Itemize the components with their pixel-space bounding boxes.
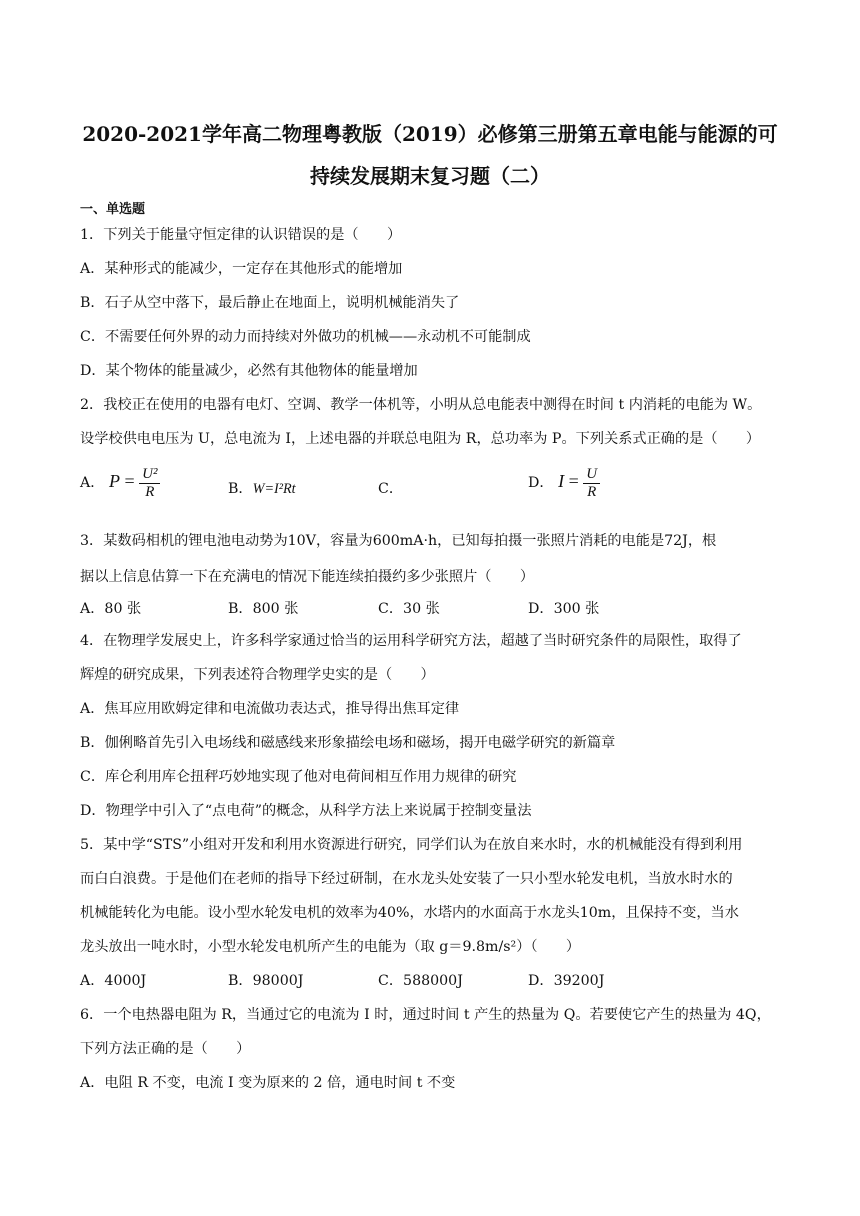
- option-a-label: A．: [80, 475, 105, 491]
- document-title-line-1: 2020-2021学年高二物理粤教版（2019）必修第三册第五章电能与能源的可: [82, 122, 778, 146]
- question-2-stem-line-2: 设学校供电电压为 U，总电流为 I，上述电器的并联总电阻为 R，总功率为 P。下列关系式正确的是（ ）: [80, 431, 761, 447]
- question-2-option-d: [528, 466, 600, 500]
- question-6-stem-line-1: 6．一个电热器电阻为 R，当通过它的电流为 I 时，通过时间 t 产生的热量为 Q。若要使它产生的热量为 4Q，: [80, 1007, 771, 1023]
- question-5-option-b: B．98000J: [228, 973, 304, 989]
- question-3-option-b: B．800 张: [228, 601, 299, 617]
- question-1-stem: 1．下列关于能量守恒定律的认识错误的是（ ）: [80, 227, 402, 243]
- fraction-numerator: U²: [139, 466, 160, 484]
- question-1-option-d: D．某个物体的能量减少，必然有其他物体的能量增加: [80, 363, 418, 379]
- question-4-option-a: A．焦耳应用欧姆定律和电流做功表达式，推导得出焦耳定律: [80, 701, 460, 717]
- question-5-stem-line-3: 机械能转化为电能。设小型水轮发电机的效率为40%，水塔内的水面高于水龙头10m，且保持不变，当水: [80, 905, 739, 921]
- question-4-stem-line-1: 4．在物理学发展史上，许多科学家通过恰当的运用科学研究方法，超越了当时研究条件的局限性，取得了: [80, 633, 742, 649]
- question-2-option-a: [80, 466, 160, 500]
- formula-b: W=I²Rt: [252, 481, 296, 497]
- question-1-option-c: C．不需要任何外界的动力而持续对外做功的机械——永动机不可能制成: [80, 329, 531, 345]
- question-5-stem-line-2: 而白白浪费。于是他们在老师的指导下经过研制，在水龙头处安装了一只小型水轮发电机，当放水时水的: [80, 871, 733, 887]
- question-5-stem-line-1: 5．某中学“STS”小组对开发和利用水资源进行研究，同学们认为在放自来水时，水的机械能没有得到利用: [80, 837, 743, 853]
- section-heading-single-choice: 一、单选题: [80, 202, 146, 217]
- document-title-line-2: 持续发展期末复习题（二）: [310, 164, 550, 188]
- formula-lhs: P: [108, 471, 120, 491]
- question-1-option-a: A．某种形式的能减少，一定存在其他形式的能增加: [80, 261, 403, 277]
- question-4-option-d: D．物理学中引入了“点电荷”的概念，从科学方法上来说属于控制变量法: [80, 803, 532, 819]
- option-d-label: D．: [528, 475, 554, 491]
- question-2-option-c: [378, 478, 403, 498]
- fraction-denominator: R: [145, 483, 155, 500]
- question-1-option-b: B．石子从空中落下，最后静止在地面上，说明机械能消失了: [80, 295, 460, 311]
- question-2-option-b: [228, 478, 296, 498]
- formula-fraction-d: [583, 466, 600, 500]
- question-3-stem-line-2: 据以上信息估算一下在充满电的情况下能连续拍摄约多少张照片（ ）: [80, 569, 535, 585]
- question-3-option-a: A．80 张: [80, 601, 142, 617]
- question-6-option-a: A．电阻 R 不变，电流 I 变为原来的 2 倍，通电时间 t 不变: [80, 1075, 456, 1091]
- question-5-option-c: C．588000J: [378, 973, 463, 989]
- question-3-stem-line-1: 3．某数码相机的锂电池电动势为10V，容量为600mA·h，已知每拍摄一张照片消耗的电能是72J，根: [80, 533, 717, 549]
- question-5-stem-line-4: 龙头放出一吨水时，小型水轮发电机所产生的电能为（取 g＝9.8m/s²）（ ）: [80, 939, 581, 955]
- formula-fraction: [139, 466, 160, 500]
- fraction-numerator-d: U: [583, 466, 600, 484]
- fraction-denominator-d: R: [587, 483, 597, 500]
- question-3-option-c: C．30 张: [378, 601, 440, 617]
- question-2-stem-line-1: 2．我校正在使用的电器有电灯、空调、教学一体机等，小明从总电能表中测得在时间 t 内消耗的电能为 W。: [80, 397, 762, 413]
- formula-lhs-d: I: [558, 471, 565, 491]
- question-6-stem-line-2: 下列方法正确的是（ ）: [80, 1041, 251, 1057]
- formula-equals: =: [124, 471, 135, 491]
- option-c-label: C．: [378, 481, 404, 497]
- question-4-option-b: B．伽俐略首先引入电场线和磁感线来形象描绘电场和磁场，揭开电磁学研究的新篇章: [80, 735, 616, 751]
- question-4-option-c: C．库仑利用库仑扭秤巧妙地实现了他对电荷间相互作用力规律的研究: [80, 769, 517, 785]
- question-5-option-d: D．39200J: [528, 973, 605, 989]
- option-b-label: B．: [228, 481, 253, 497]
- question-4-stem-line-2: 辉煌的研究成果，下列表述符合物理学史实的是（ ）: [80, 667, 435, 683]
- question-5-option-a: A．4000J: [80, 973, 147, 989]
- formula-equals-d: =: [568, 471, 579, 491]
- question-3-option-d: D．300 张: [528, 601, 600, 617]
